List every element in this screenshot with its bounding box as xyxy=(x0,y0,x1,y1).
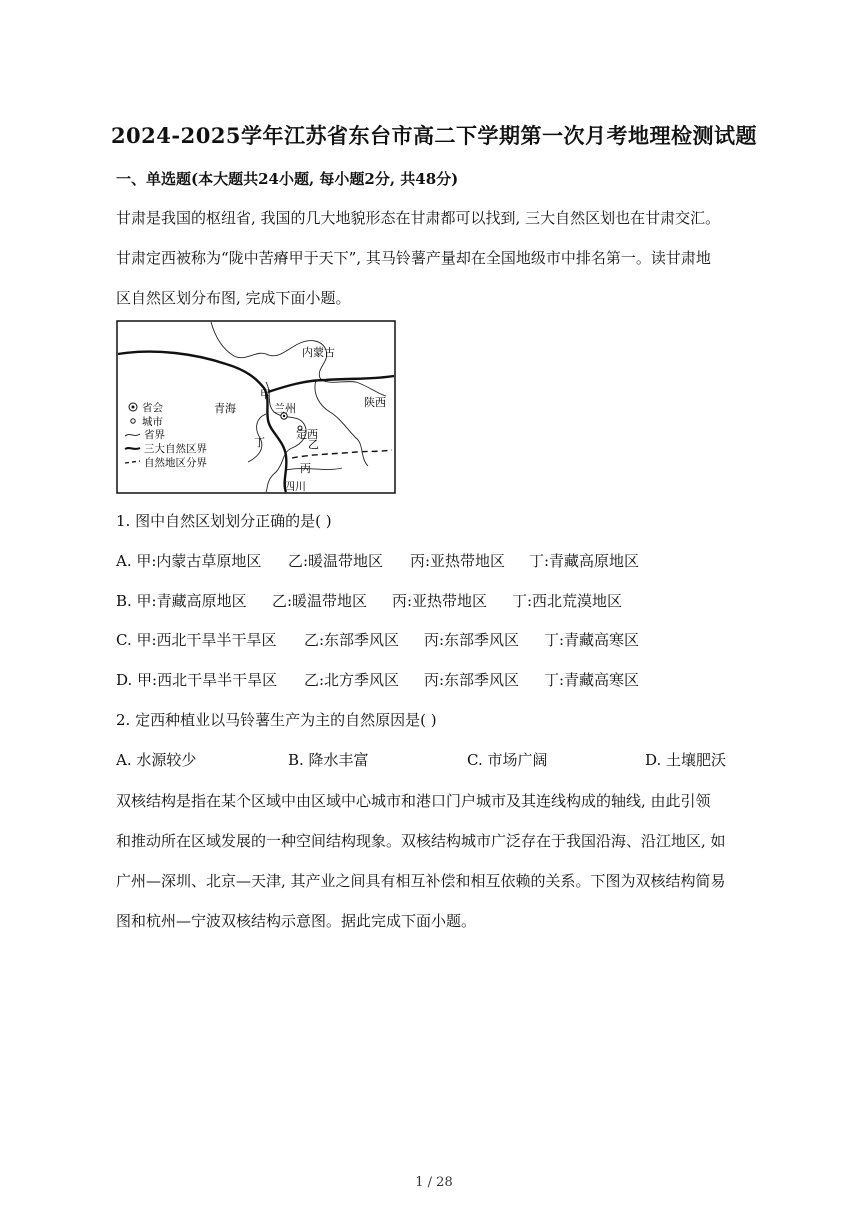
option-part: 乙:东部季风区 xyxy=(304,631,400,649)
intro-paragraph-2 xyxy=(116,781,756,941)
option-part: 丁:青藏高寒区 xyxy=(544,671,640,689)
option-part: C. 甲:西北干旱半干旱区 xyxy=(116,631,277,649)
intro-paragraph-1 xyxy=(116,198,756,318)
option-part: 丁:西北荒漠地区 xyxy=(512,592,623,610)
option-part: 乙:北方季风区 xyxy=(304,671,400,689)
gansu-region-map xyxy=(116,320,396,494)
intro-line: 甘肃是我国的枢纽省, 我国的几大地貌形态在甘肃都可以找到, 三大自然区划也在甘肃交汇。 xyxy=(116,209,721,227)
option-part: 乙:暖温带地区 xyxy=(288,552,384,570)
section-heading: 一、单选题(本大题共24小题, 每小题2分, 共48分) xyxy=(116,170,459,188)
option-part: B. 甲:青藏高原地区 xyxy=(116,592,247,610)
intro-line: 和推动所在区域发展的一种空间结构现象。双核结构城市广泛存在于我国沿海、沿江地区, 如 xyxy=(116,832,726,850)
page-number: 1 / 28 xyxy=(415,1175,453,1190)
label-sichuan: 四川 xyxy=(284,480,306,493)
legend-natural-area-divider: 自然地区分界 xyxy=(144,457,207,469)
label-shaanxi: 陕西 xyxy=(364,396,386,409)
legend-province-border: 省界 xyxy=(144,429,165,441)
legend-capital: 省会 xyxy=(142,402,163,414)
option-part: 丁:青藏高原地区 xyxy=(529,552,640,570)
label-ding: 丁 xyxy=(254,436,265,449)
label-dingxi: 定西 xyxy=(296,428,318,441)
option-part: 丁:青藏高寒区 xyxy=(544,631,640,649)
option-part: 乙:暖温带地区 xyxy=(272,592,368,610)
option-part: 丙:亚热带地区 xyxy=(410,552,506,570)
question-2-option-c: C. 市场广阔 xyxy=(467,751,548,769)
question-2-option-b: B. 降水丰富 xyxy=(288,751,369,769)
intro-line: 双核结构是指在某个区域中由区域中心城市和港口门户城市及其连线构成的轴线, 由此引领 xyxy=(116,792,711,810)
page-title: 2024-2025学年江苏省东台市高二下学期第一次月考地理检测试题 xyxy=(110,123,758,148)
option-part: 丙:亚热带地区 xyxy=(392,592,488,610)
intro-line: 区自然区划分布图, 完成下面小题。 xyxy=(116,289,351,307)
question-2-stem: 2. 定西种植业以马铃薯生产为主的自然原因是( ) xyxy=(116,711,437,729)
intro-line: 图和杭州—宁波双核结构示意图。据此完成下面小题。 xyxy=(116,912,477,930)
label-bing: 丙 xyxy=(300,462,311,475)
label-lanzhou: 兰州 xyxy=(274,402,296,415)
option-part: 丙:东部季风区 xyxy=(424,631,520,649)
label-inner-mongolia: 内蒙古 xyxy=(302,346,335,359)
intro-line: 广州—深圳、北京—天津, 其产业之间具有相互补偿和相互依赖的关系。下图为双核结构简易 xyxy=(116,872,726,890)
question-1-stem: 1. 图中自然区划划分正确的是( ) xyxy=(116,512,332,530)
legend-natural-region-boundary: 三大自然区界 xyxy=(144,443,207,455)
label-qinghai: 青海 xyxy=(214,402,236,415)
option-part: A. 甲:内蒙古草原地区 xyxy=(116,552,262,570)
label-jia: 甲 xyxy=(260,388,271,401)
option-part: D. 甲:西北干旱半干旱区 xyxy=(116,671,278,689)
question-2-option-a: A. 水源较少 xyxy=(116,751,197,769)
question-2-option-d: D. 土壤肥沃 xyxy=(645,751,727,769)
label-yi: 乙 xyxy=(308,438,319,451)
option-part: 丙:东部季风区 xyxy=(424,671,520,689)
legend-city: 城市 xyxy=(142,416,163,428)
intro-line: 甘肃定西被称为“陇中苦瘠甲于天下”, 其马铃薯产量却在全国地级市中排名第一。读甘肃地 xyxy=(116,249,711,267)
